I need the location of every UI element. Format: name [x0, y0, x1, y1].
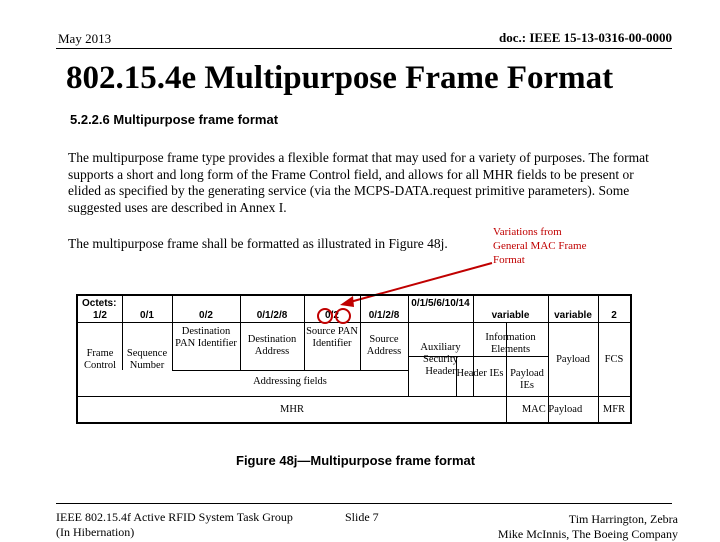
paragraph-1-line: supports a short and long form of the Frame Control field, and allows for all MHR fields to be present or	[68, 166, 634, 182]
octet-value: 2	[611, 310, 617, 321]
mfr-label: MFR	[602, 404, 626, 415]
octet-value: variable	[491, 310, 530, 321]
addressing-bracket	[172, 370, 408, 371]
paragraph-1-line: suggested uses are described in Annex I.	[68, 199, 287, 215]
frame-format-table	[76, 294, 632, 424]
document-id: doc.: IEEE 15-13-0316-00-0000	[499, 30, 672, 45]
field-payload: Payload	[556, 354, 590, 365]
field-fcs: FCS	[604, 354, 624, 365]
mhr-label: MHR	[280, 404, 304, 415]
footer-right-line: Tim Harrington, Zebra	[568, 512, 678, 526]
octet-value: 1/2	[93, 310, 107, 321]
field-frame-control: Frame Control	[83, 348, 117, 371]
octet-value: 0/1/2/8	[256, 310, 288, 321]
highlight-circles	[314, 306, 358, 326]
field-destination-address: Destination Address	[247, 334, 297, 357]
octet-value: 0/1/2/8	[368, 310, 400, 321]
figure-caption: Figure 48j—Multipurpose frame format	[236, 453, 476, 468]
callout-line: General MAC Frame	[493, 240, 587, 252]
mac-payload-label: MAC Payload	[521, 404, 583, 415]
octet-value: 0/2	[325, 310, 339, 321]
field-header-ies: Header IEs	[456, 368, 504, 379]
octet-value: 0/2	[199, 310, 213, 321]
col-divider	[240, 296, 241, 370]
paragraph-1-line: elided as specified by the generating service (via the MCPS-DATA.request primitive parameters). Some	[68, 183, 630, 198]
addressing-fields-label: Addressing fields	[253, 376, 327, 387]
field-source-address: Source Address	[366, 334, 402, 357]
field-source-pan: Source PAN Identifier	[306, 326, 358, 349]
slide-number: Slide 7	[345, 510, 379, 524]
callout-line: Format	[493, 254, 525, 266]
footer-right-line: Mike McInnis, The Boeing Company	[497, 527, 678, 541]
field-payload-ies: Payload IEs	[510, 368, 544, 391]
field-sequence-number: Sequence Number	[126, 348, 168, 371]
footer-rule	[56, 503, 672, 504]
header-date: May 2013	[58, 31, 112, 46]
octet-value: 0/1/5/6/10/14	[411, 298, 470, 309]
paragraph-1-line: The multipurpose frame type provides a flexible format that may used for a variety of purposes. The format	[68, 150, 649, 165]
footer-right	[498, 512, 678, 542]
paragraph-2: The multipurpose frame shall be formatted as illustrated in Figure 48j.	[68, 236, 448, 251]
field-information-elements: Information Elements	[485, 332, 536, 355]
slide-title: 802.15.4e Multipurpose Frame Format	[66, 60, 614, 96]
footer-left	[56, 510, 293, 540]
section-heading: 5.2.2.6 Multipurpose frame format	[70, 112, 279, 127]
footer-left-line: (In Hibernation)	[56, 525, 135, 539]
octet-value: 0/1	[140, 310, 154, 321]
footer-left-line: IEEE 802.15.4f Active RFID System Task Group	[56, 510, 293, 524]
col-divider	[360, 296, 361, 370]
octet-value: variable	[554, 310, 592, 321]
field-auxiliary-security-header: Auxiliary Security Header	[420, 342, 461, 377]
callout-line: Variations from	[493, 226, 562, 238]
octets-label: Octets:	[82, 298, 117, 309]
field-destination-pan: Destination PAN Identifier	[175, 326, 237, 349]
